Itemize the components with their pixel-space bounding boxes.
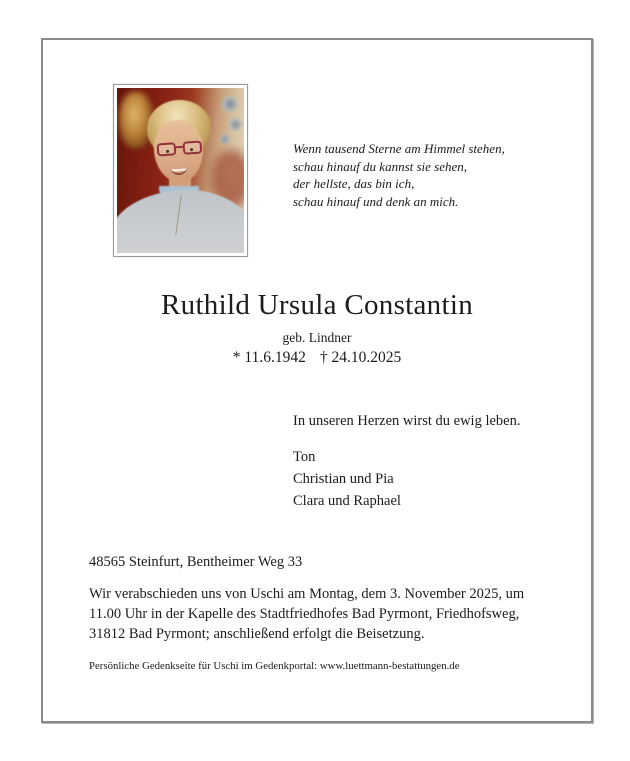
photo-person-glasses: [157, 140, 203, 158]
poem-line: schau hinauf und denk an mich.: [293, 193, 459, 209]
portrait-photo: [113, 84, 248, 257]
mourners-list: [293, 446, 401, 512]
photo-glasses-lens: [182, 140, 202, 154]
obituary-card: [41, 38, 593, 723]
photo-wall-plate: [220, 134, 230, 144]
funeral-details-line: 31812 Bad Pyrmont; anschließend erfolgt die Beisetzung.: [89, 626, 425, 642]
mourner-name: Christian und Pia: [293, 471, 394, 487]
photo-person-eye: [190, 148, 193, 151]
deceased-name: Ruthild Ursula Constantin: [161, 289, 473, 321]
funeral-details-line: 11.00 Uhr in der Kapelle des Stadtfriedhofes Bad Pyrmont, Friedhofsweg,: [89, 606, 520, 622]
deceased-maiden-name: geb. Lindner: [282, 330, 352, 345]
tribute-text: In unseren Herzen wirst du ewig leben.: [293, 413, 521, 429]
memorial-poem: [293, 140, 505, 210]
photo-glasses-lens: [157, 142, 177, 156]
mourner-name: Clara und Raphael: [293, 493, 401, 509]
portrait-photo-image: [117, 88, 244, 253]
family-address: 48565 Steinfurt, Bentheimer Weg 33: [89, 554, 303, 570]
photo-person-eye: [166, 150, 169, 153]
photo-wall-plate: [222, 96, 238, 112]
death-date: † 24.10.2025: [319, 349, 402, 366]
photo-wall-plate: [229, 118, 242, 131]
poem-line: schau hinauf du kannst sie sehen,: [293, 158, 468, 174]
memorial-portal-note: Persönliche Gedenkseite für Uschi im Gedenkportal: www.luettmann-bestattungen.de: [89, 660, 460, 672]
funeral-details-line: Wir verabschieden uns von Uschi am Montag, dem 3. November 2025, um: [89, 586, 525, 602]
poem-line: der hellste, das bin ich,: [293, 176, 415, 192]
mourner-name: Ton: [293, 449, 316, 465]
funeral-details: [89, 584, 524, 644]
poem-line: Wenn tausend Sterne am Himmel stehen,: [293, 141, 505, 156]
birth-date: * 11.6.1942: [232, 349, 306, 366]
life-dates: [43, 349, 591, 367]
